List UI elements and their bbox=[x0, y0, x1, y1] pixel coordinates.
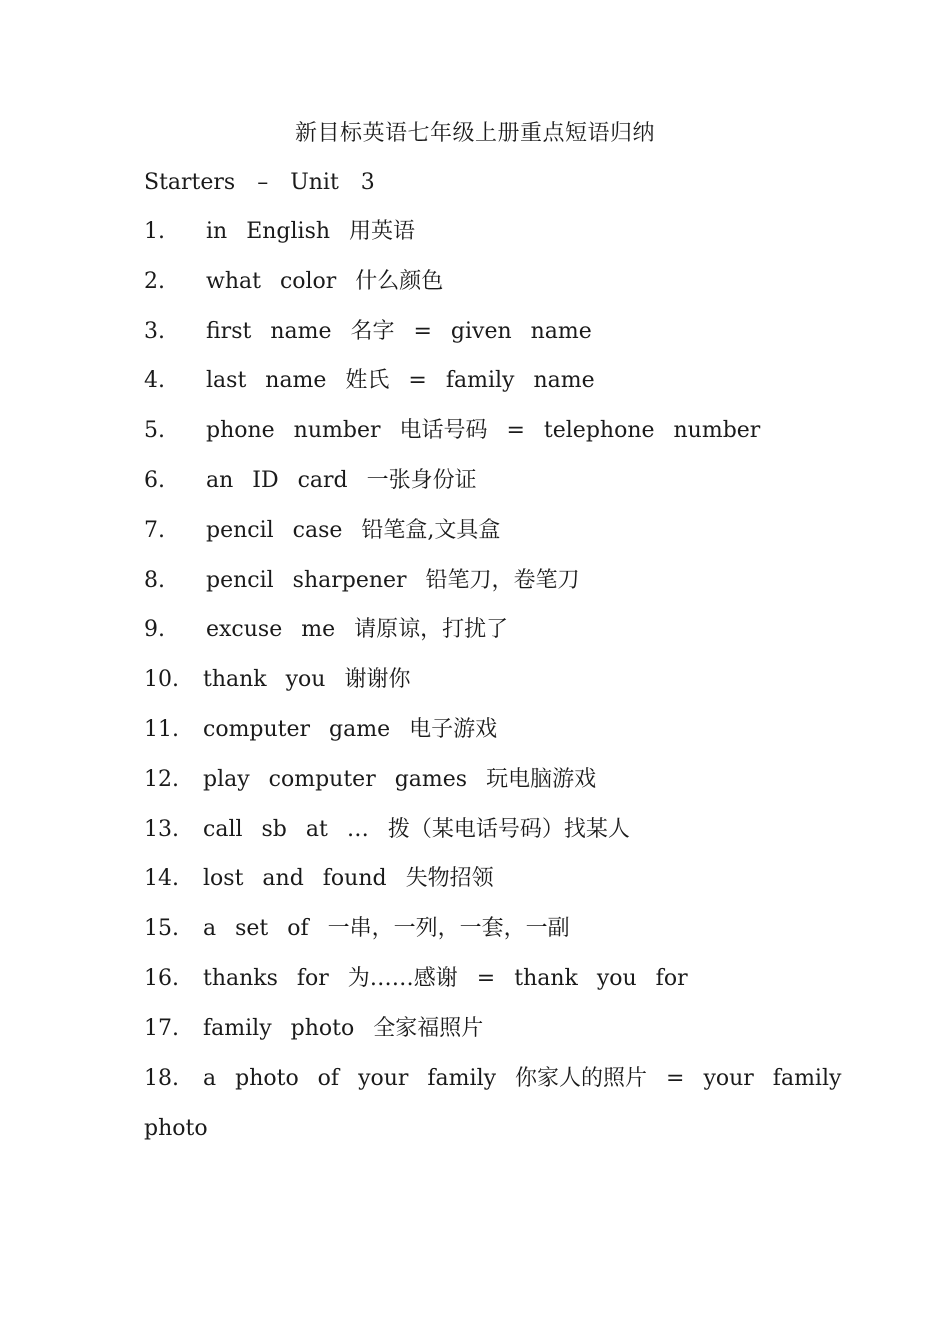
item-text: pencil case 铅笔盒,文具盒 bbox=[206, 517, 501, 543]
section-heading: Starters – Unit 3 bbox=[144, 170, 375, 195]
item-text: a set of 一串，一列，一套，一副 bbox=[203, 916, 570, 942]
item-number: 7. bbox=[144, 517, 165, 543]
list-item bbox=[144, 266, 794, 316]
item-number: 18. bbox=[144, 1065, 179, 1091]
list-item bbox=[144, 764, 794, 814]
list-item bbox=[144, 863, 794, 913]
list-item bbox=[144, 664, 794, 714]
list-item bbox=[144, 365, 794, 415]
item-text: family photo 全家福照片 bbox=[203, 1015, 484, 1041]
item-number: 12. bbox=[144, 766, 179, 792]
item-text: thanks for 为……感谢 = thank you for bbox=[203, 965, 688, 991]
list-item bbox=[144, 1013, 794, 1063]
item-text: what color 什么颜色 bbox=[206, 268, 444, 294]
item-number: 9. bbox=[144, 617, 165, 643]
item-number: 11. bbox=[144, 716, 179, 742]
item-number: 14. bbox=[144, 866, 179, 892]
list-item bbox=[144, 316, 794, 366]
phrase-list bbox=[144, 216, 842, 1112]
item-number: 6. bbox=[144, 467, 165, 493]
item-text: a photo of your family 你家人的照片 = your family bbox=[203, 1065, 842, 1091]
item-number: 3. bbox=[144, 318, 165, 344]
list-item bbox=[144, 714, 794, 764]
item-number: 17. bbox=[144, 1015, 179, 1041]
item-text: phone number 电话号码 = telephone number bbox=[206, 418, 761, 444]
item-number: 8. bbox=[144, 567, 165, 593]
list-item bbox=[144, 1063, 842, 1113]
item-number: 16. bbox=[144, 965, 179, 991]
item-text: call sb at … 拨（某电话号码）找某人 bbox=[203, 816, 630, 842]
item-number: 15. bbox=[144, 916, 179, 942]
item-text: first name 名字 = given name bbox=[206, 318, 592, 344]
item-number: 4. bbox=[144, 368, 165, 394]
item-number: 1. bbox=[144, 219, 165, 244]
item-number: 2. bbox=[144, 268, 165, 294]
item-number: 5. bbox=[144, 418, 165, 444]
item-number: 13. bbox=[144, 816, 179, 842]
item-text: an ID card 一张身份证 bbox=[206, 467, 477, 493]
list-item bbox=[144, 565, 794, 615]
document-title: 新目标英语七年级上册重点短语归纳 bbox=[294, 121, 655, 146]
list-item bbox=[144, 465, 794, 515]
list-item bbox=[144, 963, 794, 1013]
item-text: in English 用英语 bbox=[206, 219, 416, 244]
list-item bbox=[144, 614, 794, 664]
item-text: thank you 谢谢你 bbox=[203, 667, 411, 693]
list-item bbox=[144, 814, 794, 864]
item-continuation: photo bbox=[144, 1116, 208, 1141]
list-item bbox=[144, 415, 794, 465]
item-text: pencil sharpener 铅笔刀，卷笔刀 bbox=[206, 567, 580, 593]
item-text: lost and found 失物招领 bbox=[203, 866, 494, 892]
item-text: play computer games 玩电脑游戏 bbox=[203, 766, 597, 792]
list-item bbox=[144, 515, 794, 565]
item-number: 10. bbox=[144, 667, 179, 693]
item-text: computer game 电子游戏 bbox=[203, 716, 498, 742]
item-text: excuse me 请原谅，打扰了 bbox=[206, 617, 509, 643]
item-text: last name 姓氏 = family name bbox=[206, 368, 595, 394]
list-item bbox=[144, 913, 794, 963]
list-item bbox=[144, 216, 794, 266]
